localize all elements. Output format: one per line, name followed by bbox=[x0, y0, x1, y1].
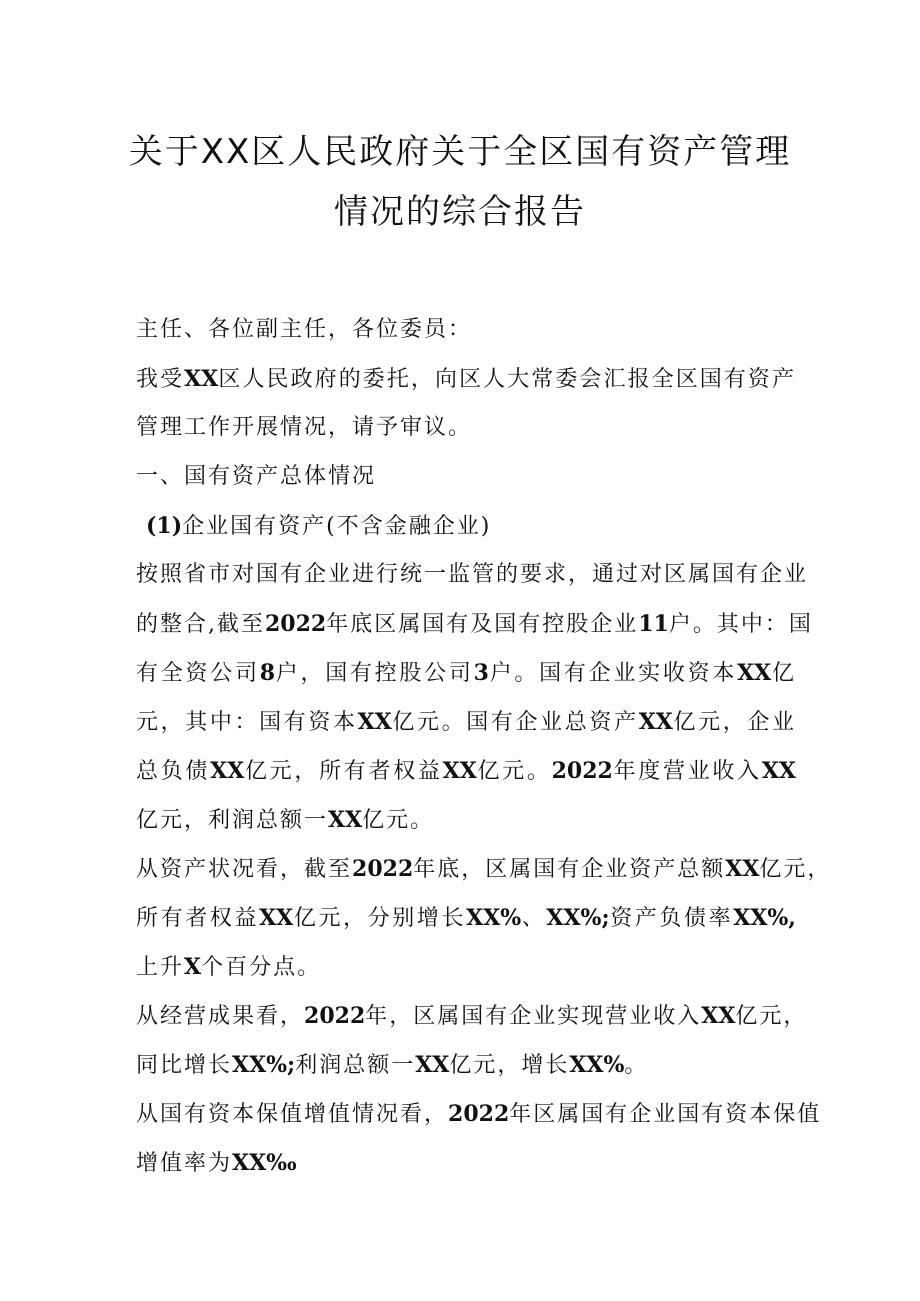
section-heading: 一、国有资产总体情况 bbox=[136, 464, 377, 489]
paragraph-line: 从经营成果看，2022年，区属国有企业实现营业收入XX亿元， bbox=[136, 1003, 808, 1029]
paragraph-line: 增值率为XX‰ bbox=[136, 1150, 297, 1176]
document-title-line-1: 关于XX区人民政府关于全区国有资产管理 bbox=[128, 132, 792, 172]
paragraph-line: 从国有资本保值增值情况看，2022年区属国有企业国有资本保值 bbox=[136, 1101, 822, 1127]
paragraph-line: 亿元，利润总额一XX亿元。 bbox=[136, 807, 435, 833]
paragraph-line: 的整合,截至2022年底区属国有及国有控股企业11户。其中：国 bbox=[136, 611, 813, 637]
salutation: 主任、各位副主任，各位委员： bbox=[136, 317, 473, 342]
paragraph-line: 按照省市对国有企业进行统一监管的要求，通过对区属国有企业 bbox=[136, 562, 809, 587]
paragraph-line: 有全资公司8户，国有控股公司3户。国有企业实收资本XX亿 bbox=[136, 660, 796, 686]
intro-line-2: 管理工作开展情况，请予审议。 bbox=[136, 415, 473, 440]
paragraph-line: 总负债XX亿元，所有者权益XX亿元。2022年度营业收入XX bbox=[136, 758, 796, 784]
paragraph-line: 从资产状况看，截至2022年底，区属国有企业资产总额XX亿元， bbox=[136, 856, 832, 882]
intro-line-1: 我受XX区人民政府的委托，向区人大常委会汇报全区国有资产 bbox=[136, 366, 796, 392]
subsection-heading: (1)企业国有资产(不含金融企业) bbox=[146, 513, 492, 539]
paragraph-line: 元，其中：国有资本XX亿元。国有企业总资产XX亿元，企业 bbox=[136, 709, 796, 735]
paragraph-line: 上升X个百分点。 bbox=[136, 954, 322, 980]
paragraph-line: 同比增长XX%;利润总额一XX亿元，增长XX%。 bbox=[136, 1052, 649, 1078]
paragraph-line: 所有者权益XX亿元，分别增长XX%、XX%;资产负债率XX%, bbox=[136, 905, 796, 931]
document-title-line-2: 情况的综合报告 bbox=[334, 192, 586, 232]
